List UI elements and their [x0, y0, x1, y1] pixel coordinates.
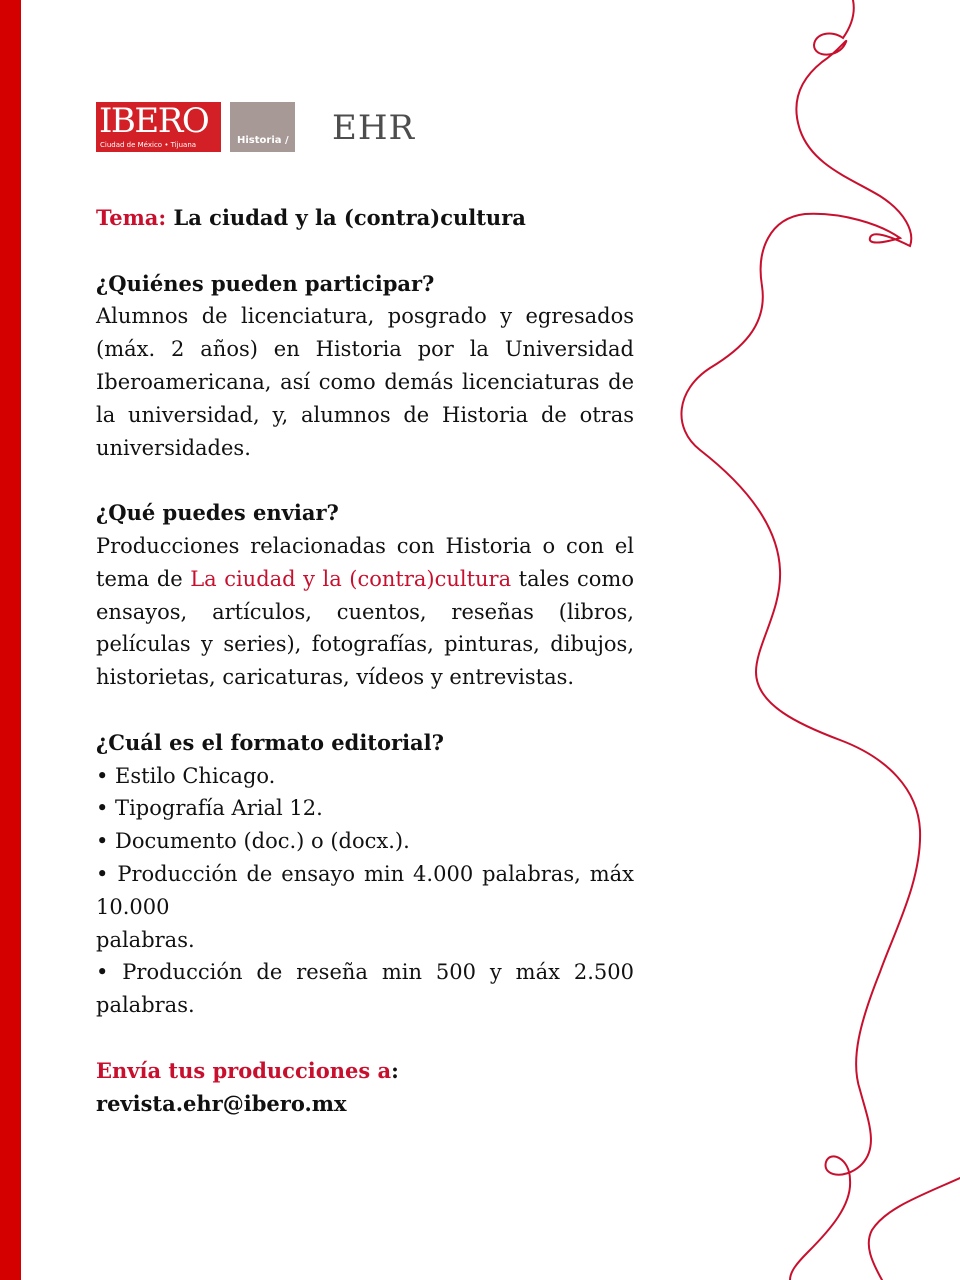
envia-line — [96, 1055, 634, 1121]
tema-value: La ciudad y la (contra)cultura — [173, 205, 526, 230]
quienes-body: Alumnos de licenciatura, posgrado y egresados (máx. 2 años) en Historia por la Universidad Iberoamericana, así como demás licenciaturas de la universidad, y, alumnos de Historia de otras universidades. — [96, 304, 634, 460]
red-side-bar — [0, 0, 21, 1280]
submission-email[interactable]: revista.ehr@ibero.mx — [96, 1090, 347, 1116]
que-topic-highlight: La ciudad y la (contra)cultura — [190, 566, 512, 591]
quienes-heading: ¿Quiénes pueden participar? — [96, 270, 435, 296]
ibero-logo-subtitle: Ciudad de México • Tijuana — [100, 141, 197, 149]
formato-item: • Producción de reseña min 500 y máx 2.500 palabras. — [96, 960, 634, 1018]
formato-item: • Estilo Chicago. — [96, 763, 276, 788]
que-body — [96, 530, 634, 694]
historia-logo-label: Historia / — [237, 135, 289, 146]
formato-heading: ¿Cuál es el formato editorial? — [96, 729, 444, 755]
formato-item: • Tipografía Arial 12. — [96, 796, 323, 821]
que-body-before: Producciones relacionadas con Historia o con el tema de — [96, 533, 634, 591]
que-body-after: tales como ensayos, artículos, cuentos, reseñas (libros, películas y series), fotografías, pinturas, dibujos, historietas, caricaturas, vídeos y entrevistas. — [96, 566, 634, 690]
call-for-papers-content — [96, 202, 634, 1120]
tema-line — [96, 202, 634, 235]
formato-item: • Documento (doc.) o (docx.). — [96, 829, 410, 854]
ehr-logo: EHR — [332, 108, 416, 148]
envia-colon: : — [391, 1057, 399, 1083]
que-heading: ¿Qué puedes enviar? — [96, 500, 339, 526]
ibero-logo — [96, 102, 221, 152]
tema-label: Tema: — [96, 205, 167, 230]
formato-item: • Producción de ensayo min 4.000 palabras, máx 10.000 — [96, 861, 634, 919]
historia-logo — [230, 102, 295, 152]
envia-label: Envía tus producciones a — [96, 1057, 392, 1083]
formato-item: palabras. — [96, 927, 195, 952]
ibero-logo-name: IBERO — [99, 101, 209, 141]
